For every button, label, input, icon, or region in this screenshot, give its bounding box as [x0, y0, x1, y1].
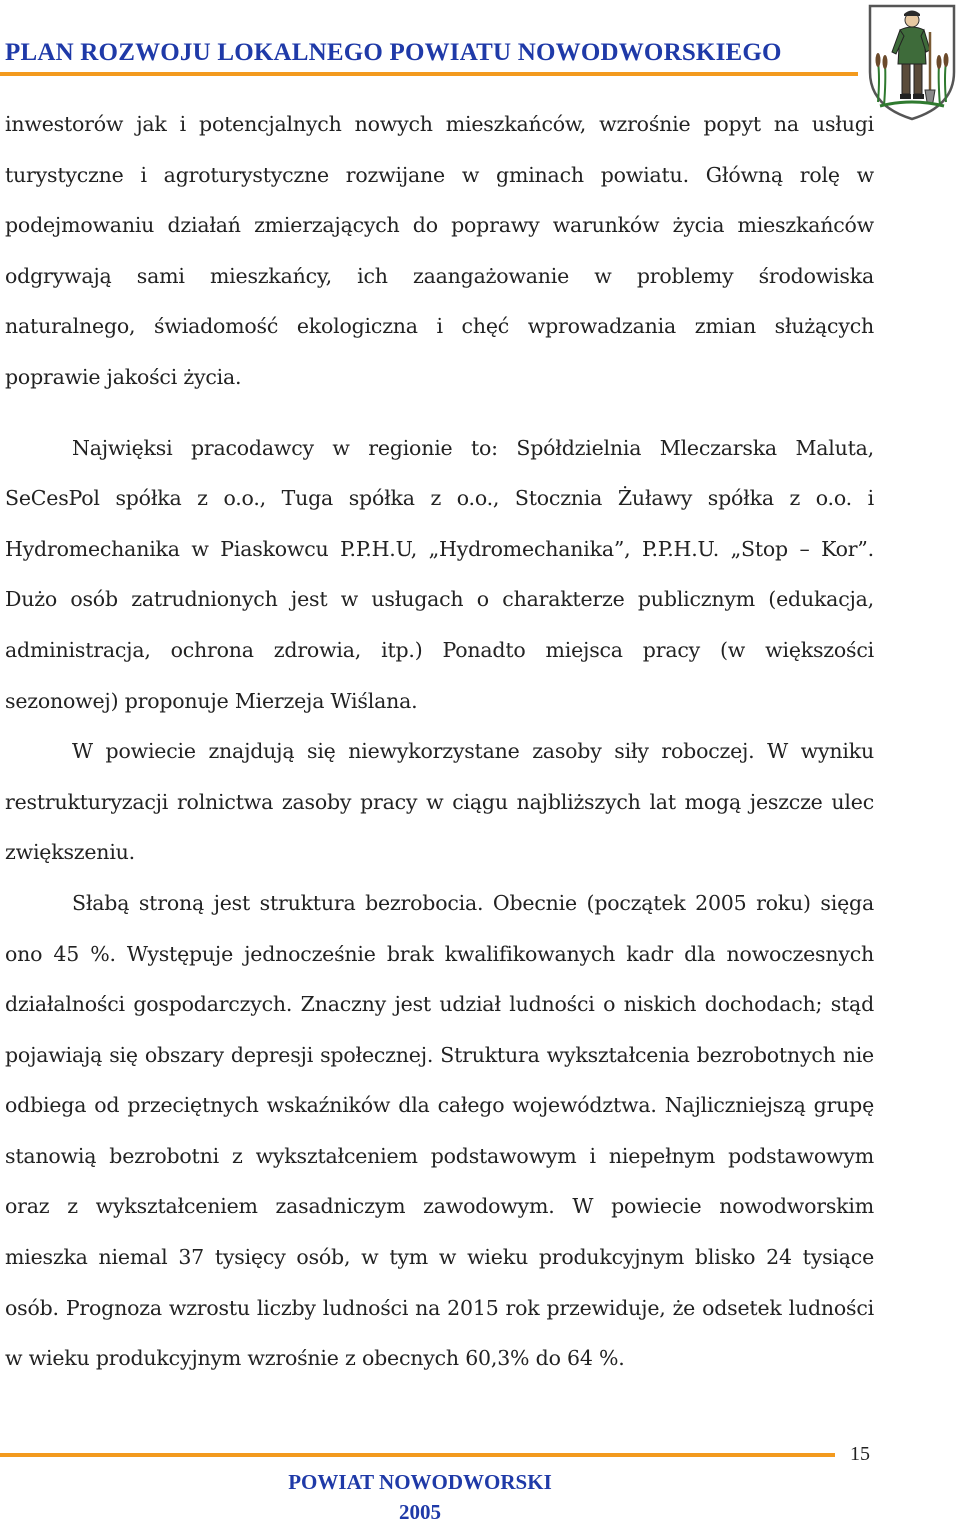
paragraph-employers: Najwięksi pracodawcy w regionie to: Spółdzielnia Mleczarska Maluta, SeCesPol spółka z o.o., Tuga spółka z o.o., Stocznia Żuławy spółka z o.o. i Hydromechanika w Piaskowcu P.P.H.U, „Hydromechanika”, P.P.H.U. „Stop – Kor”. Dużo osób zatrudnionych jest w usługach o charakterze publicznym (edukacja, administracja, ochrona zdrowia, itp.) Ponadto miejsca pracy (w większości sezonowej) proponuje Mierzeja Wiślana. — [5, 435, 874, 713]
paragraph-unemployment: Słabą stroną jest struktura bezrobocia. Obecnie (początek 2005 roku) sięga ono 45 %. Występuje jednocześnie brak kwalifikowanych kadr dla nowoczesnych działalności gospodarczych. Znaczny jest udział ludności o niskich dochodach; stąd pojawiają się obszary depresji społecznej. Struktura wykształcenia bezrobotnych nie odbiega od przeciętnych wskaźników dla całego województwa. Najliczniejszą grupę stanowią bezrobotni z wykształceniem podstawowym i niepełnym podstawowym oraz z wykształceniem zasadniczym zawodowym. W powiecie nowodworskim mieszka niemal 37 tysięcy osób, w tym w wieku produkcyjnym blisko 24 tysiące osób. Prognoza wzrostu liczby ludności na 2015 rok przewiduje, że odsetek ludności w wieku produkcyjnym wzrośnie z obecnych 60,3% do 64 %. — [5, 890, 874, 1371]
body-text — [5, 99, 874, 1384]
page-number: 15 — [850, 1443, 870, 1465]
footer-divider — [0, 1453, 835, 1457]
footer-line-year: 2005 — [399, 1500, 441, 1524]
header-divider — [0, 72, 858, 76]
coat-of-arms-icon — [866, 2, 958, 122]
footer-line-county: POWIAT NOWODWORSKI — [288, 1470, 552, 1494]
paragraph-labor-resources: W powiecie znajdują się niewykorzystane zasoby siły roboczej. W wyniku restrukturyzacji rolnictwa zasoby pracy w ciągu najbliższych lat mogą jeszcze ulec zwiększeniu. — [5, 739, 874, 865]
page-footer — [0, 1467, 840, 1527]
page-header-title: PLAN ROZWOJU LOKALNEGO POWIATU NOWODWORSKIEGO — [5, 39, 782, 66]
paragraph-investors: inwestorów jak i potencjalnych nowych mieszkańców, wzrośnie popyt na usługi turystyczne i agroturystyczne rozwijane w gminach powiatu. Główną rolę w podejmowaniu działań zmierzających do poprawy warunków życia mieszkańców odgrywają sami mieszkańcy, ich zaangażowanie w problemy środowiska naturalnego, świadomość ekologiczna i chęć wprowadzania zmian służących poprawie jakości życia. — [5, 112, 874, 389]
